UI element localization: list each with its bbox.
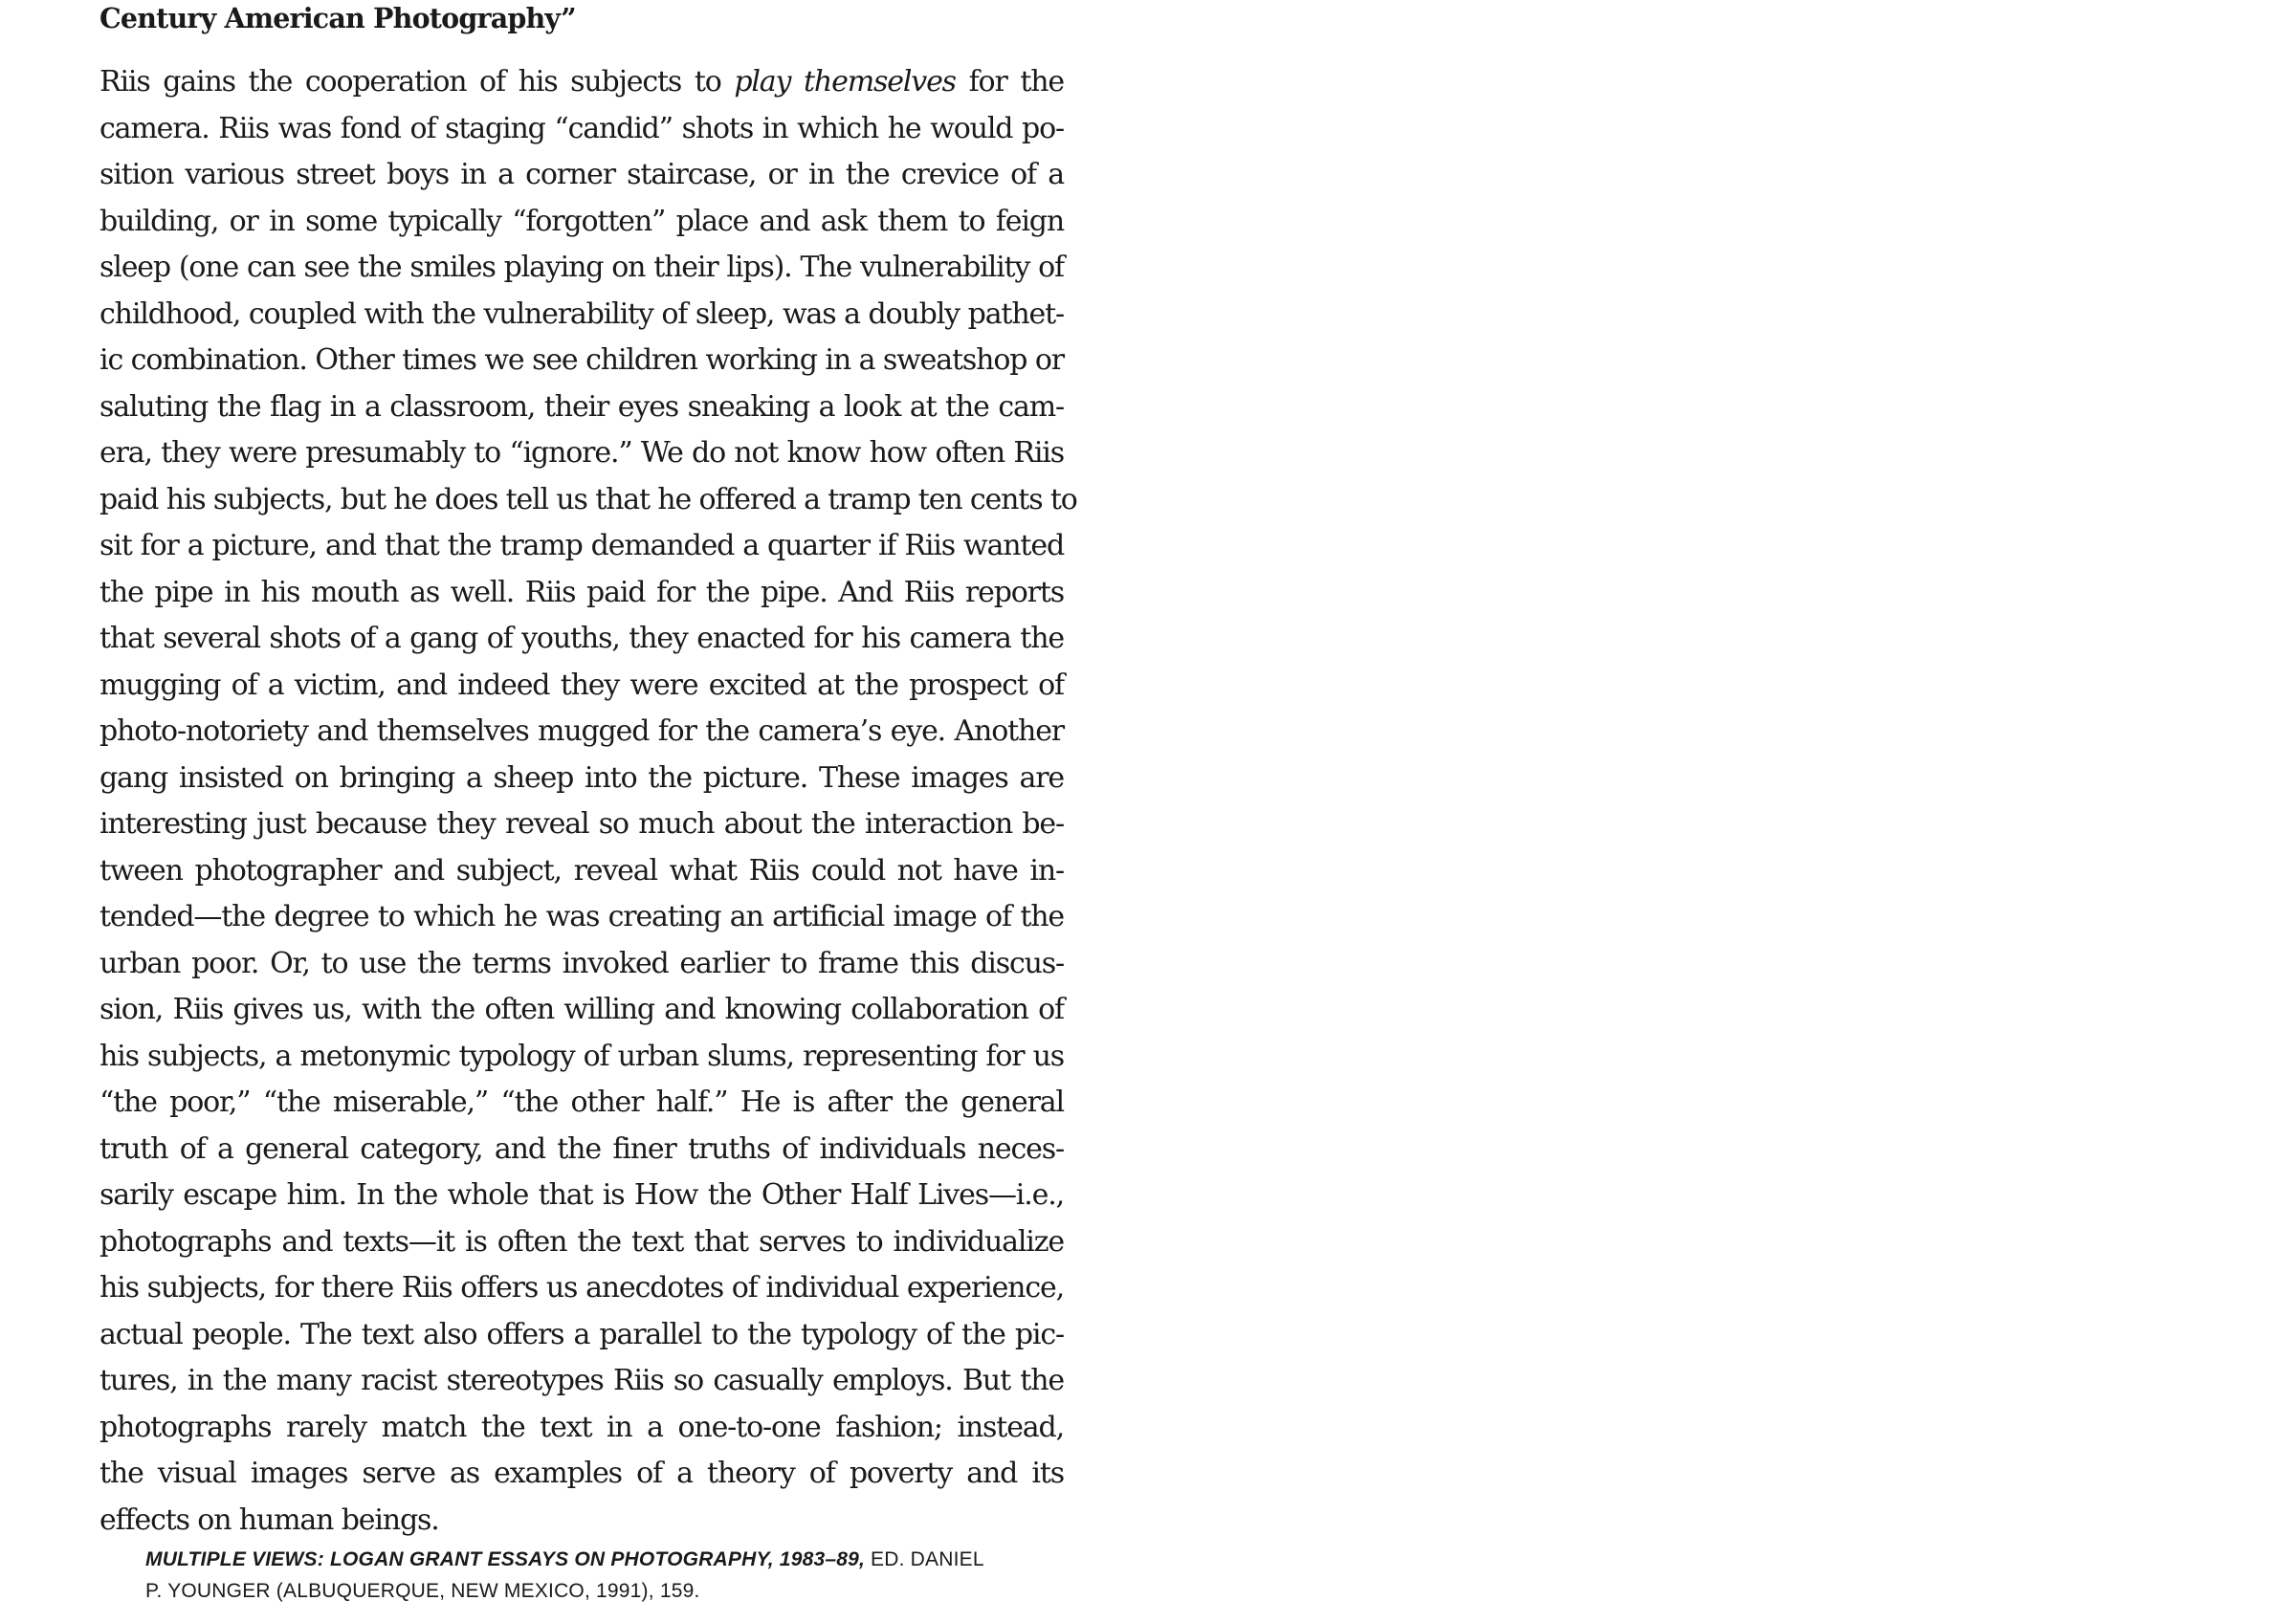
paragraph-line: truth of a general category, and the finer truths of individuals neces-	[99, 1131, 1064, 1166]
paragraph-line: photographs rarely match the text in a one-to-one fashion; instead,	[99, 1410, 1064, 1444]
citation-title: MULTIPLE VIEWS: LOGAN GRANT ESSAYS ON PHOTOGRAPHY, 1983–89,	[145, 1548, 865, 1570]
paragraph-line: sition various street boys in a corner staircase, or in the crevice of a	[99, 158, 1064, 191]
paragraph-line: saluting the flag in a classroom, their eyes sneaking a look at the cam-	[99, 389, 1064, 424]
paragraph-line: era, they were presumably to “ignore.” We do not know how often Riis	[99, 436, 1064, 470]
paragraph-line: interesting just because they reveal so much about the interaction be-	[99, 807, 1064, 841]
paragraph-line: the visual images serve as examples of a theory of poverty and its	[99, 1457, 1064, 1490]
paragraph-line: ic combination. Other times we see children working in a sweatshop or	[99, 343, 1064, 377]
emphasis-text: play themselves	[734, 65, 956, 99]
paragraph-line: the pipe in his mouth as well. Riis paid for the pipe. And Riis reports	[99, 575, 1064, 609]
paragraph-line: his subjects, for there Riis offers us anecdotes of individual experience,	[99, 1271, 1064, 1305]
paragraph-line: sarily escape him. In the whole that is How the Other Half Lives—i.e.,	[99, 1178, 1064, 1212]
paragraph-line: that several shots of a gang of youths, they enacted for his camera the	[99, 622, 1064, 655]
paragraph-line: paid his subjects, but he does tell us that he offered a tramp ten cents to	[99, 482, 1077, 516]
citation	[145, 1544, 1064, 1607]
paragraph-line: urban poor. Or, to use the terms invoked earlier to frame this discus-	[99, 946, 1064, 980]
paragraph-line: gang insisted on bringing a sheep into the picture. These images are	[99, 760, 1064, 795]
paragraph-line: effects on human beings.	[99, 1502, 439, 1537]
paragraph-line: photo-notoriety and themselves mugged for the camera’s eye. Another	[99, 714, 1064, 748]
paragraph-line: sion, Riis gives us, with the often willing and knowing collaboration of	[99, 993, 1064, 1026]
paragraph-line: building, or in some typically “forgotten” place and ask them to feign	[99, 204, 1064, 238]
page-heading: Century American Photography”	[99, 2, 576, 34]
paragraph-line: mugging of a victim, and indeed they were excited at the prospect of	[99, 668, 1064, 702]
citation-line: MULTIPLE VIEWS: LOGAN GRANT ESSAYS ON PHOTOGRAPHY, 1983–89, ED. DANIEL	[145, 1548, 984, 1570]
paragraph-line: tween photographer and subject, reveal what Riis could not have in-	[99, 853, 1064, 888]
paragraph-line: tended—the degree to which he was creating an artificial image of the	[99, 900, 1064, 933]
paragraph-line: actual people. The text also offers a parallel to the typology of the pic-	[99, 1317, 1064, 1351]
body-paragraph	[99, 59, 1077, 1544]
paragraph-line: his subjects, a metonymic typology of urban slums, representing for us	[99, 1039, 1064, 1073]
citation-line: P. YOUNGER (ALBUQUERQUE, NEW MEXICO, 1991), 159.	[145, 1580, 700, 1602]
paragraph-line: Riis gains the cooperation of his subjects to play themselves for the	[99, 65, 1065, 99]
paragraph-line: “the poor,” “the miserable,” “the other half.” He is after the general	[99, 1086, 1064, 1119]
paragraph-line: childhood, coupled with the vulnerability of sleep, was a doubly pathet-	[99, 296, 1064, 331]
paragraph-line: photographs and texts—it is often the text that serves to individualize	[99, 1224, 1064, 1259]
paragraph-line: sleep (one can see the smiles playing on their lips). The vulnerability of	[99, 251, 1064, 284]
paragraph-line: sit for a picture, and that the tramp demanded a quarter if Riis wanted	[99, 529, 1064, 562]
paragraph-line: tures, in the many racist stereotypes Riis so casually employs. But the	[99, 1364, 1064, 1397]
paragraph-line: camera. Riis was fond of staging “candid” shots in which he would po-	[99, 111, 1064, 145]
